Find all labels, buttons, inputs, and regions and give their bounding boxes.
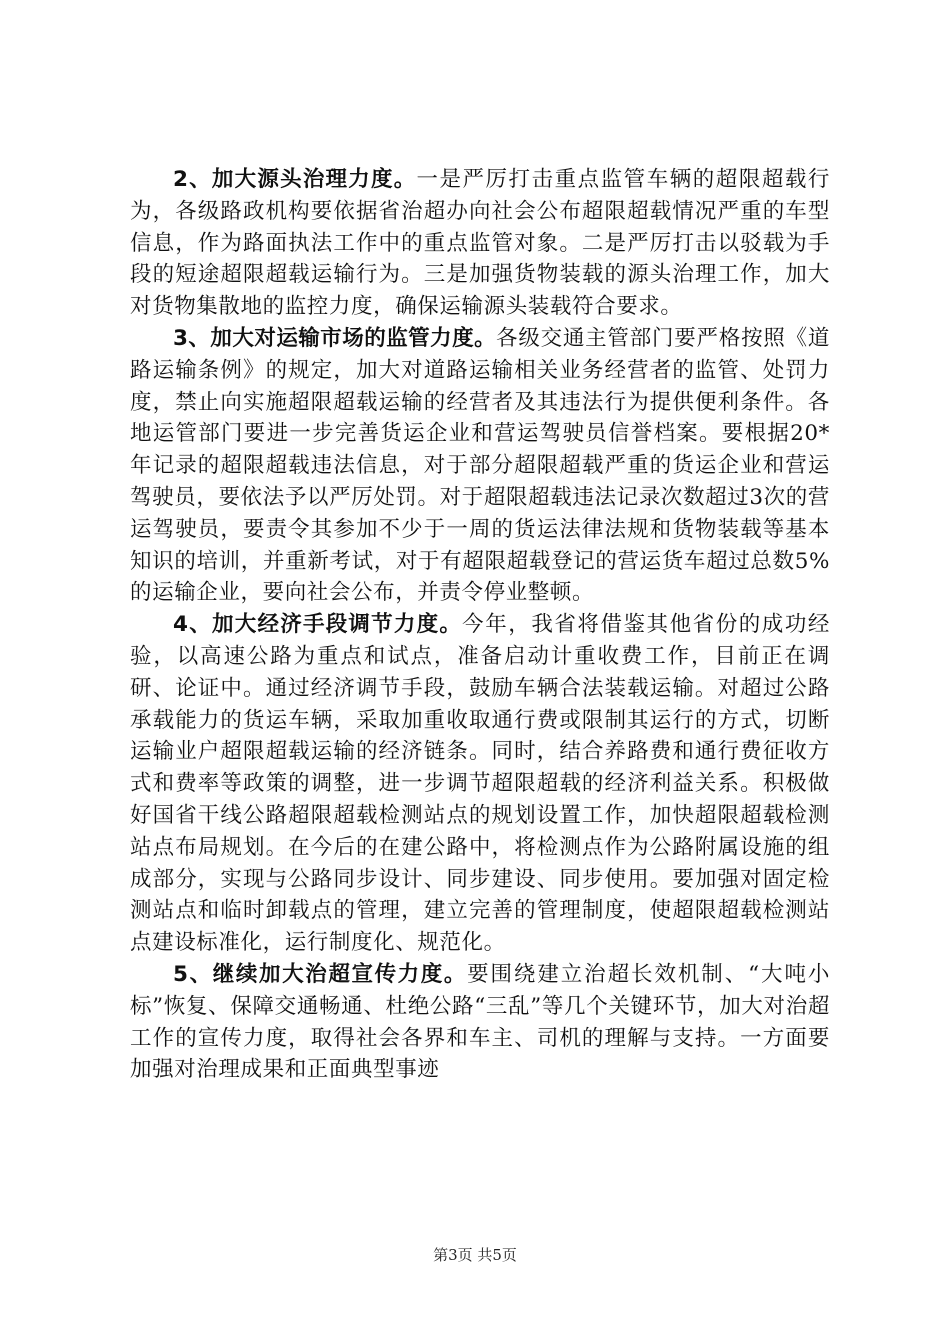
paragraph-text: 要围绕建立治超长效机制、“大吨小标”恢复、保障交通畅通、杜绝公路“三乱”等几个关键环节，加大对治超工作的宣传力度，取得社会各界和车主、司机的理解与支持。一方面要加强对治理成果和正面典型事迹 (130, 961, 830, 1083)
paragraph-publicity (130, 959, 830, 1086)
paragraph-text: 各级交通主管部门要严格按照《道路运输条例》的规定，加大对道路运输相关业务经营者的监管、处罚力度，禁止向实施超限超载运输的经营者及其违法行为提供便利条件。各地运管部门要进一步完善货运企业和营运驾驶员信誉档案。要根据20*年记录的超限超载违法信息，对于部分超限超载严重的货运企业和营运驾驶员，要依法予以严厉处罚。对于超限超载违法记录次数超过3次的营运驾驶员，要责令其参加不少于一周的货运法律法规和货物装载等基本知识的培训，并重新考试，对于有超限超载登记的营运货车超过总数5%的运输企业，要向社会公布，并责令停业整顿。 (130, 325, 830, 606)
paragraph-market-supervision (130, 323, 830, 609)
paragraph-text: 一是严厉打击重点监管车辆的超限超载行为，各级路政机构要依据省治超办向社会公布超限超载情况严重的车型信息，作为路面执法工作中的重点监管对象。二是严厉打击以驳载为手段的短途超限超载运输行为。三是加强货物装载的源头治理工作，加大对货物集散地的监控力度，确保运输源头装载符合要求。 (130, 167, 830, 320)
paragraph-text: 今年，我省将借鉴其他省份的成功经验，以高速公路为重点和试点，准备启动计重收费工作，目前正在调研、论证中。通过经济调节手段，鼓励车辆合法装载运输。对超过公路承载能力的货运车辆，采取加重收取通行费或限制其运行的方式，切断运输业户超限超载运输的经济链条。同时，结合养路费和通行费征收方式和费率等政策的调整，进一步调节超限超载的经济利益关系。积极做好国省干线公路超限超载检测站点的规划设置工作，加快超限超载检测站点布局规划。在今后的在建公路中，将检测点作为公路附属设施的组成部分，实现与公路同步设计、同步建设、同步使用。要加强对固定检测站点和临时卸载点的管理，建立完善的管理制度，使超限超载检测站点建设标准化，运行制度化、规范化。 (130, 612, 830, 956)
paragraph-economic-measures (130, 609, 830, 959)
document-body (130, 164, 830, 1086)
paragraph-heading: 3、加大对运输市场的监管力度。 (173, 325, 497, 351)
page-number-footer: 第3页 共5页 (433, 1246, 517, 1264)
paragraph-source-control (130, 164, 830, 323)
paragraph-heading: 4、加大经济手段调节力度。 (173, 612, 463, 638)
paragraph-heading: 2、加大源头治理力度。 (173, 167, 417, 192)
paragraph-heading: 5、继续加大治超宣传力度。 (173, 961, 468, 987)
